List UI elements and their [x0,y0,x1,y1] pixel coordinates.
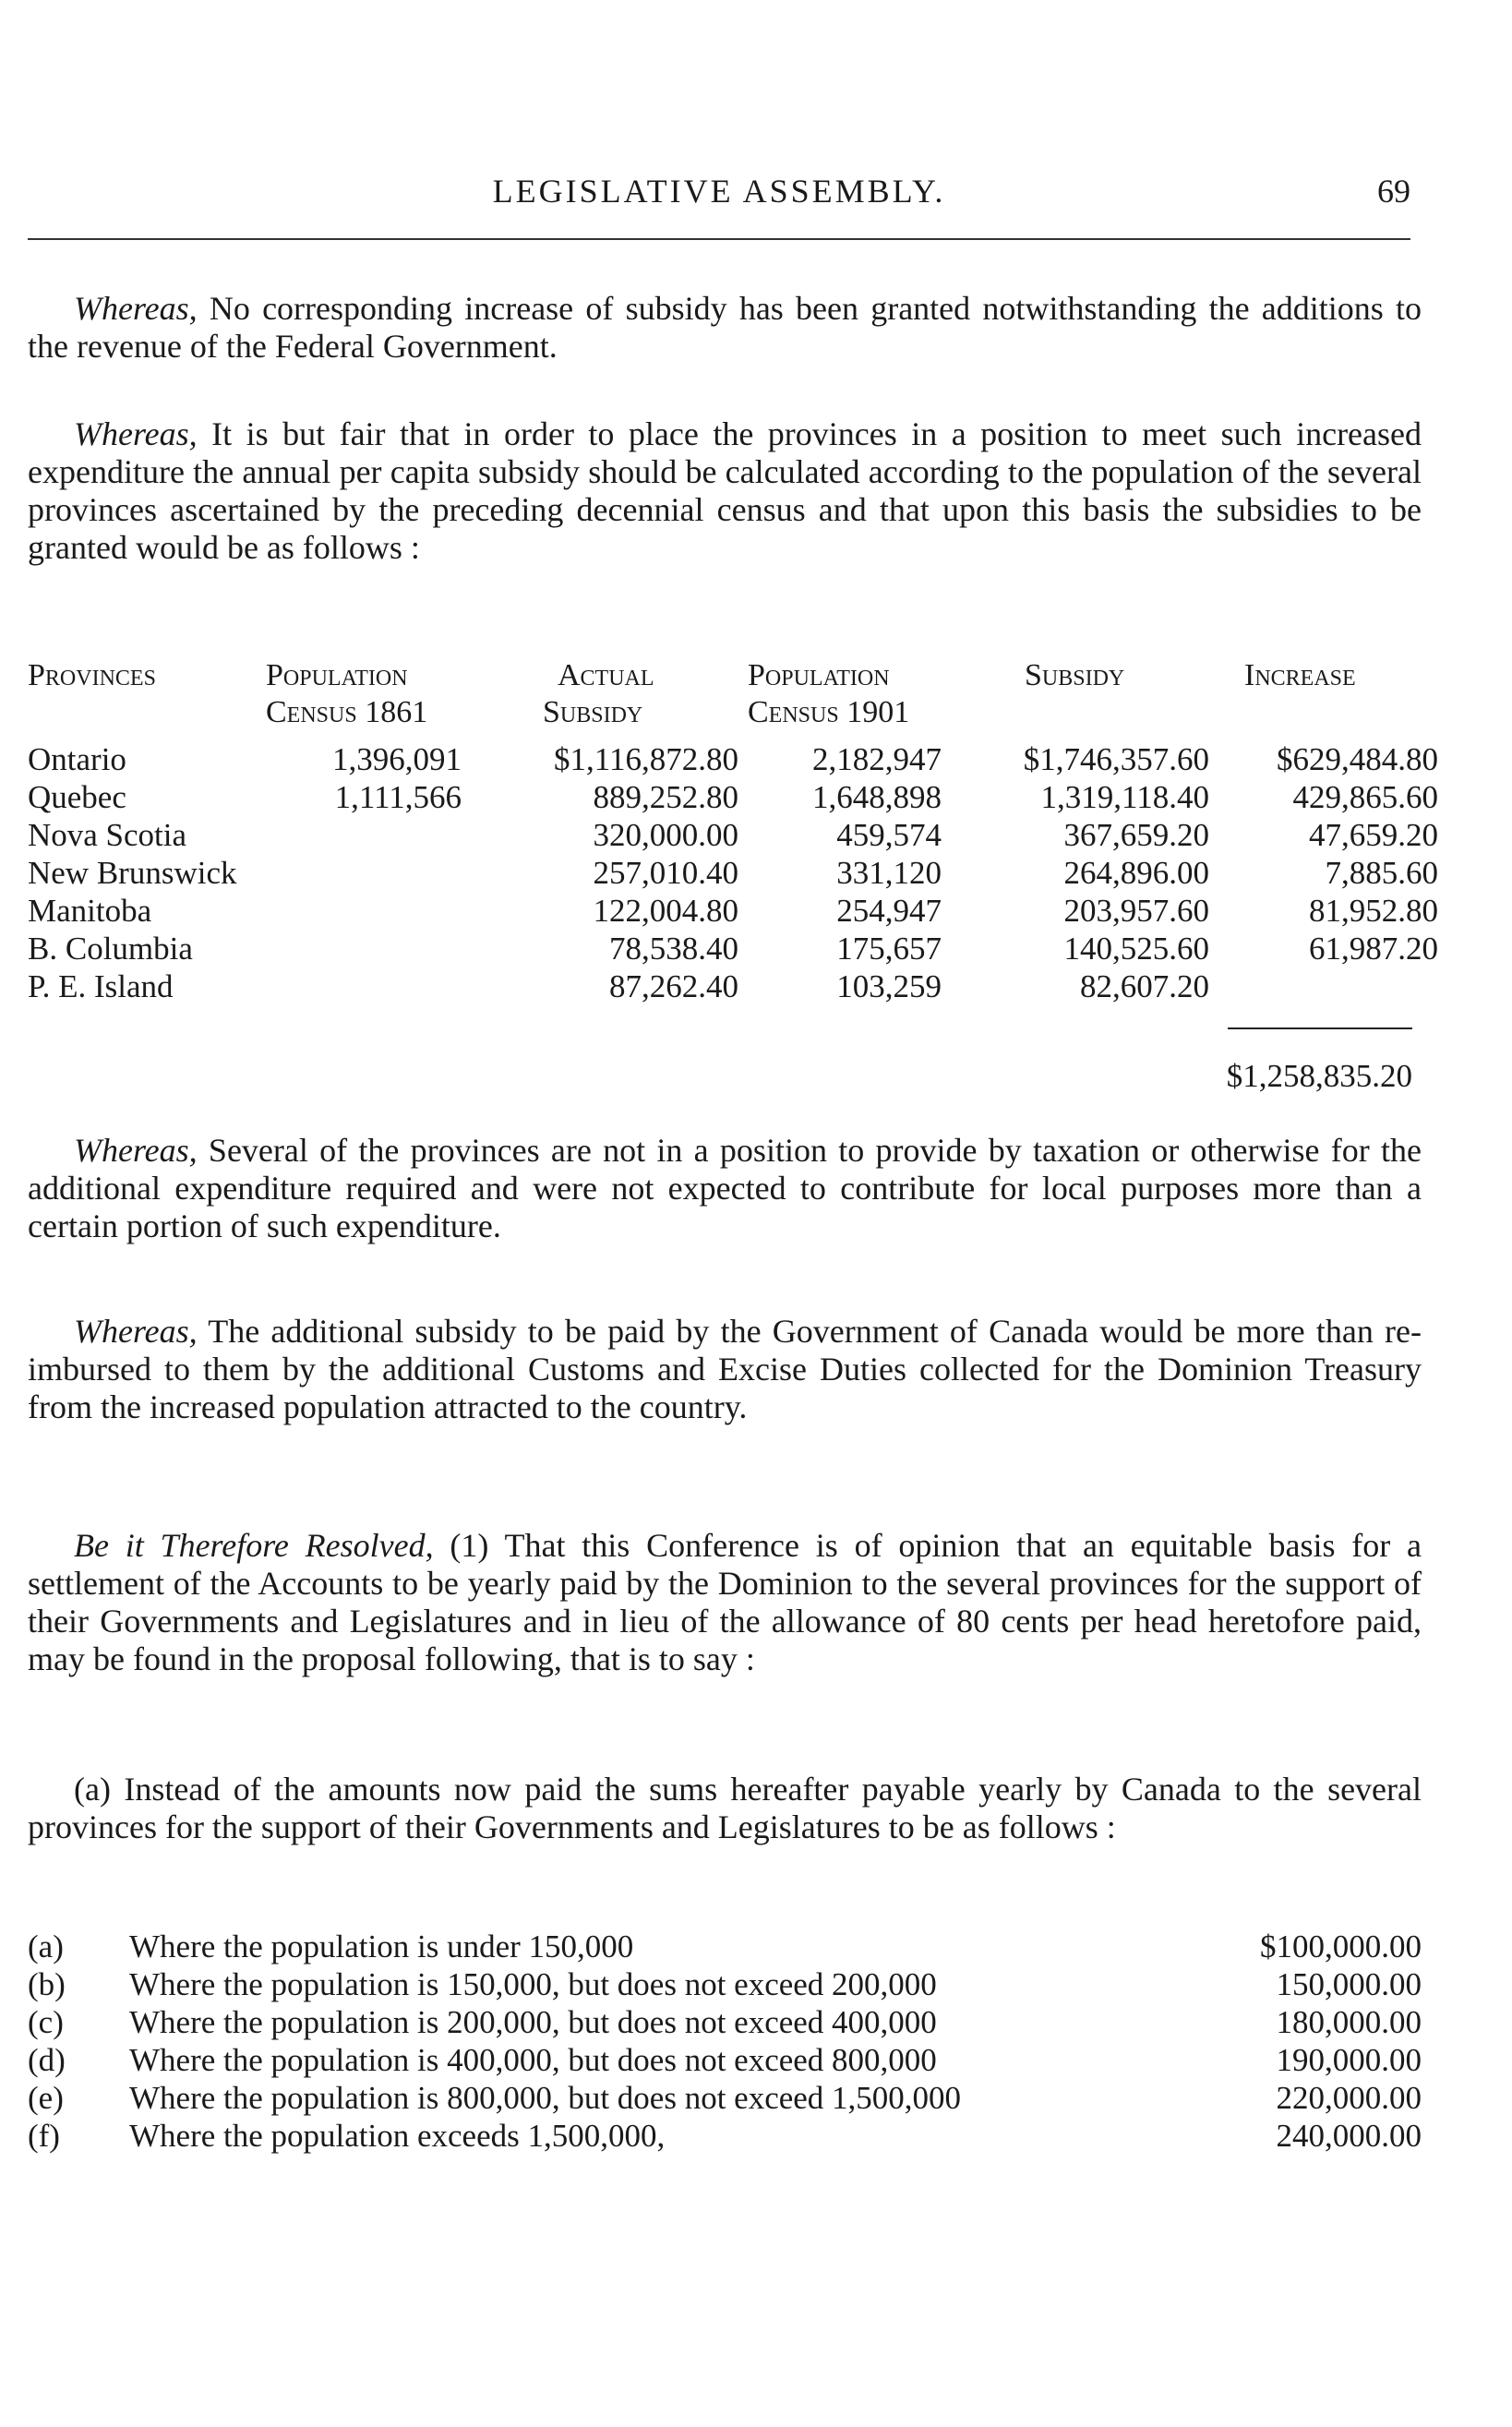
schedule-marker: (e) [28,2080,64,2116]
paragraph-text: No corresponding increase of subsidy has been granted notwithstanding the additions to the revenue of the Federal Government. [28,290,1422,365]
table-row [28,930,1438,967]
cell-increase: $629,484.80 [1277,741,1438,777]
page-header [28,172,1410,218]
schedule-description: Where the population is 800,000, but does not exceed 1,500,000 [129,2080,962,2116]
paragraph-text: (1) That this Conference is of opinion that an equitable basis for a settlement of the Accounts to be yearly paid by the Dominion to the several provinces for the support of their Governments and Legislatures and in lieu of the allowance of 80 cents per head heretofore paid, may be found in the proposal following, that is to say : [28,1527,1422,1677]
schedule-description: Where the population is 400,000, but does not exceed 800,000 [129,2042,937,2078]
cell-increase: 61,987.20 [1309,931,1438,967]
schedule-row [28,2079,1422,2117]
header-line: Census 1901 [748,695,910,729]
header-line: Population [266,658,408,692]
cell-pop1901: 331,120 [836,855,942,891]
paragraph-text: It is but fair that in order to place the provinces in a position to meet such increased expenditure the annual per capita subsidy should be calculated according to the population of the several provinces ascertained by the preceding decennial census and that upon this basis the subsidies to be granted would be as follows : [28,415,1422,566]
cell-province: B. Columbia [28,931,193,967]
cell-province: P. E. Island [28,968,174,1004]
schedule-amount: 240,000.00 [1276,2118,1422,2154]
cell-pop1901: 254,947 [836,893,942,929]
header-increase: Increase [1244,658,1356,692]
cell-province: Quebec [28,779,126,815]
table-row [28,892,1438,930]
cell-subsidy: 82,607.20 [1080,968,1209,1004]
table-total: $1,258,835.20 [1226,1058,1412,1094]
schedule-description: Where the population exceeds 1,500,000, [129,2118,666,2154]
cell-subsidy: 264,896.00 [1063,855,1209,891]
paragraph-clause-a [28,1771,1422,1846]
schedule-description: Where the population is under 150,000 [129,1928,634,1964]
header-line: Population [748,658,890,692]
population-schedule [28,1928,1422,2155]
cell-subsidy: 140,525.60 [1063,931,1209,967]
paragraph-lead: Whereas, [74,1313,198,1350]
cell-province: Ontario [28,741,126,777]
table-row [28,778,1438,816]
cell-pop1901: 1,648,898 [812,779,942,815]
schedule-marker: (f) [28,2118,60,2154]
cell-actual: $1,116,872.80 [554,741,738,777]
cell-actual: 257,010.40 [593,855,738,891]
cell-actual: 122,004.80 [593,893,738,929]
cell-province: New Brunswick [28,855,237,891]
table-row [28,967,1422,1005]
schedule-description: Where the population is 200,000, but does not exceed 400,000 [129,2004,937,2040]
cell-province: Nova Scotia [28,817,187,853]
schedule-row [28,2003,1422,2041]
table-row [28,740,1438,778]
page-number: 69 [1377,173,1410,210]
table-row [28,854,1438,892]
cell-pop1861: 1,111,566 [334,779,462,815]
cell-pop1901: 459,574 [836,817,942,853]
paragraph-lead: Whereas, [74,1132,198,1169]
cell-actual: 320,000.00 [593,817,738,853]
schedule-marker: (c) [28,2004,64,2040]
schedule-row [28,2117,1422,2155]
paragraph-lead: Whereas, [74,290,198,327]
cell-increase: 47,659.20 [1309,817,1438,853]
paragraph-whereas-2 [28,415,1422,567]
paragraph-resolved [28,1527,1422,1678]
running-title: LEGISLATIVE ASSEMBLY. [492,173,946,210]
cell-pop1901: 2,182,947 [812,741,942,777]
paragraph-whereas-3 [28,1132,1422,1245]
cell-actual: 78,538.40 [609,931,738,967]
header-line: Actual [558,658,654,692]
schedule-row [28,1965,1422,2003]
paragraph-text: Several of the provinces are not in a position to provide by taxation or otherwise for the additional expenditure required and were not expected to contribute for local purposes more than a certain portion of such expenditure. [28,1132,1422,1244]
schedule-amount: 150,000.00 [1276,1966,1422,2002]
schedule-description: Where the population is 150,000, but does not exceed 200,000 [129,1966,937,2002]
paragraph-lead: Be it Therefore Resolved, [74,1527,434,1564]
cell-pop1901: 175,657 [836,931,942,967]
paragraph-text: The additional subsidy to be paid by the Government of Canada would be more than re-imbursed to them by the additional Customs and Excise Duties collected for the Dominion Treasury from the increased population attracted to the country. [28,1313,1422,1425]
cell-pop1901: 103,259 [836,968,942,1004]
schedule-amount: $100,000.00 [1260,1928,1422,1964]
cell-subsidy: 203,957.60 [1063,893,1209,929]
header-actual-subsidy [543,657,654,731]
subsidy-table [28,657,1438,1005]
schedule-amount: 190,000.00 [1276,2042,1422,2078]
total-rule [1228,1027,1412,1029]
table-row [28,816,1438,854]
table-body [28,740,1438,1005]
header-population-1861 [266,657,427,731]
cell-increase: 81,952.80 [1309,893,1438,929]
cell-increase: 429,865.60 [1292,779,1438,815]
schedule-amount: 220,000.00 [1276,2080,1422,2116]
table-header [28,657,1422,740]
schedule-row [28,2041,1422,2079]
schedule-marker: (d) [28,2042,66,2078]
cell-actual: 87,262.40 [609,968,738,1004]
paragraph-lead: Whereas, [74,415,198,452]
cell-province: Manitoba [28,893,152,929]
schedule-amount: 180,000.00 [1276,2004,1422,2040]
paragraph-whereas-1 [28,290,1422,366]
header-subsidy: Subsidy [1025,658,1125,692]
cell-actual: 889,252.80 [593,779,738,815]
header-line: Subsidy [543,695,643,729]
cell-subsidy: 367,659.20 [1063,817,1209,853]
cell-pop1861: 1,396,091 [332,741,462,777]
header-provinces: Provinces [28,658,156,692]
schedule-marker: (a) [28,1928,64,1964]
schedule-row [28,1928,1422,1965]
header-line: Census 1861 [266,695,428,729]
paragraph-text: (a) Instead of the amounts now paid the sums hereafter payable yearly by Canada to the several provinces for the support of their Governments and Legislatures to be as follows : [28,1771,1422,1845]
header-population-1901 [748,657,909,731]
cell-increase: 7,885.60 [1325,855,1438,891]
header-rule [28,238,1410,240]
schedule-marker: (b) [28,1966,66,2002]
cell-subsidy: $1,746,357.60 [1023,741,1209,777]
paragraph-whereas-4 [28,1313,1422,1426]
cell-subsidy: 1,319,118.40 [1040,779,1209,815]
